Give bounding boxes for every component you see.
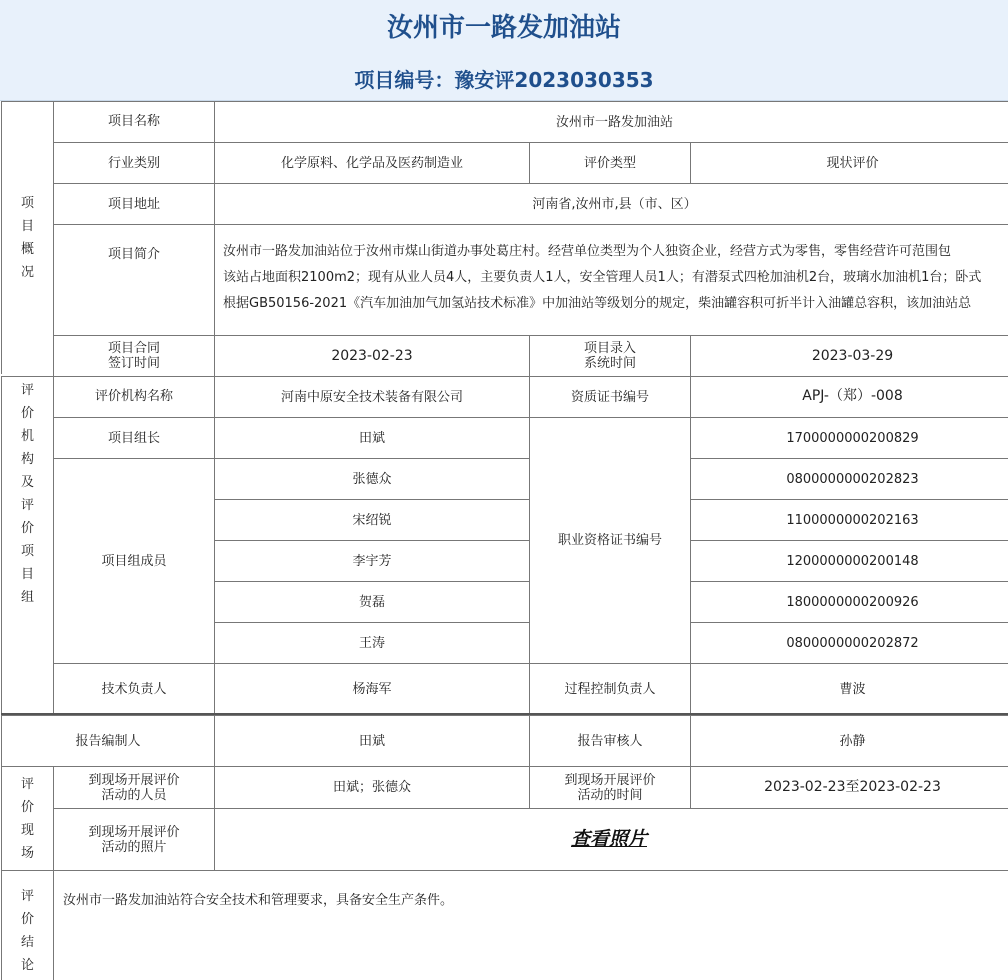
section-char: 构 [20, 452, 34, 467]
entry-date-value: 2023-03-29 [690, 335, 1008, 376]
member-cert: 1100000000202163 [690, 499, 1008, 540]
tech-lead-value: 杨海军 [214, 663, 529, 714]
member-cert: 0800000000202823 [690, 458, 1008, 499]
agency-value: 河南中原安全技术装备有限公司 [214, 376, 529, 417]
process-lead-label: 过程控制负责人 [529, 663, 690, 714]
industry-value: 化学原料、化学品及医药制造业 [214, 142, 529, 183]
member-cert: 1200000000200148 [690, 540, 1008, 581]
leader-name: 田斌 [214, 417, 529, 458]
address-value: 河南省,汝州市,县（市、区） [214, 183, 1008, 224]
qualification-label: 职业资格证书编号 [529, 417, 690, 663]
label-line: 到现场开展评价 [88, 824, 180, 840]
project-number-value: 豫安评2023030353 [454, 68, 654, 92]
project-number-label: 项目编号： [354, 68, 455, 92]
label-line: 系统时间 [583, 356, 636, 371]
label-line: 活动的照片 [101, 839, 167, 855]
intro-label: 项目简介 [53, 224, 214, 335]
section-char: 目 [20, 567, 34, 582]
intro-text [223, 239, 1008, 317]
section-char: 价 [20, 799, 34, 815]
report-author-label: 报告编制人 [1, 715, 214, 766]
section-char: 价 [20, 521, 34, 536]
cert-value: APJ-（郑）-008 [690, 376, 1008, 417]
site-photo-label [53, 808, 214, 870]
section-char: 项 [20, 196, 34, 211]
eval-type-label: 评价类型 [529, 142, 690, 183]
report-reviewer-value: 孙静 [690, 715, 1008, 766]
section-char: 评 [20, 889, 34, 904]
project-name-value: 汝州市一路发加油站 [214, 101, 1008, 142]
section-label-org [1, 376, 53, 714]
section-char: 评 [20, 383, 34, 398]
member-name: 李宇芳 [214, 540, 529, 581]
label-line: 到现场开展评价 [564, 772, 656, 788]
section-char: 价 [20, 912, 34, 927]
site-time-label [529, 766, 690, 808]
intro-line: 汝州市一路发加油站位于汝州市煤山街道办事处葛庄村。经营单位类型为个人独资企业，经营方式为零售，零售经营许可范围包 [223, 244, 952, 259]
conclusion-text: 汝州市一路发加油站符合安全技术和管理要求，具备安全生产条件。 [53, 870, 1008, 980]
contract-date-label [53, 335, 214, 376]
section-char: 论 [20, 958, 34, 973]
section-char: 价 [20, 406, 34, 421]
section-char: 机 [20, 429, 34, 444]
label-line: 活动的人员 [101, 787, 167, 803]
page-header [0, 0, 1008, 101]
process-lead-value: 曹波 [690, 663, 1008, 714]
entry-date-label [529, 335, 690, 376]
cert-label: 资质证书编号 [529, 376, 690, 417]
member-cert: 0800000000202872 [690, 622, 1008, 663]
page-title: 汝州市一路发加油站 [386, 13, 621, 43]
view-photos-link[interactable]: 查看照片 [570, 828, 647, 850]
intro-line: 该站占地面积2100m2；现有从业人员4人，主要负责人1人，安全管理人员1人；有潜泵式四枪加油机2台，玻璃水加油机1台；卧式 [223, 270, 982, 285]
address-label: 项目地址 [53, 183, 214, 224]
section-char: 及 [20, 475, 34, 490]
site-photo-cell [214, 808, 1008, 870]
label-line: 项目录入 [583, 341, 636, 356]
section-label-overview [1, 101, 53, 374]
contract-date-value: 2023-02-23 [214, 335, 529, 376]
site-people-label [53, 766, 214, 808]
section-char: 组 [20, 590, 34, 605]
leader-label: 项目组长 [53, 417, 214, 458]
intro-line: 根据GB50156-2021《汽车加油加气加氢站技术标准》中加油站等级划分的规定，柴油罐容积可折半计入油罐总容积，该加油站总 [223, 296, 972, 311]
label-line: 签订时间 [107, 356, 160, 371]
leader-cert: 1700000000200829 [690, 417, 1008, 458]
label-line: 活动的时间 [577, 787, 643, 803]
project-name-label: 项目名称 [53, 101, 214, 142]
tech-lead-label: 技术负责人 [53, 663, 214, 714]
member-name: 贺磊 [214, 581, 529, 622]
site-people-value: 田斌；张德众 [214, 766, 529, 808]
section-char: 目 [20, 219, 34, 234]
section-char: 况 [20, 265, 34, 280]
industry-label: 行业类别 [53, 142, 214, 183]
intro-value [214, 224, 1008, 335]
project-number [0, 65, 1008, 95]
section-char: 评 [20, 498, 34, 513]
member-name: 宋绍锐 [214, 499, 529, 540]
eval-type-value: 现状评价 [690, 142, 1008, 183]
label-line: 项目合同 [107, 341, 160, 356]
member-name: 王涛 [214, 622, 529, 663]
section-char: 现 [20, 822, 34, 838]
section-char: 项 [20, 544, 34, 559]
section-char: 结 [20, 935, 34, 950]
section-label-conclusion [1, 870, 53, 980]
section-char: 场 [20, 845, 34, 861]
member-cert: 1800000000200926 [690, 581, 1008, 622]
agency-label: 评价机构名称 [53, 376, 214, 417]
report-author-value: 田斌 [214, 715, 529, 766]
member-name: 张德众 [214, 458, 529, 499]
members-label: 项目组成员 [53, 458, 214, 663]
section-char: 概 [20, 242, 34, 257]
report-reviewer-label: 报告审核人 [529, 715, 690, 766]
label-line: 到现场开展评价 [88, 772, 180, 788]
site-time-value: 2023-02-23至2023-02-23 [690, 766, 1008, 808]
section-char: 评 [20, 776, 34, 792]
section-label-site [1, 766, 53, 870]
